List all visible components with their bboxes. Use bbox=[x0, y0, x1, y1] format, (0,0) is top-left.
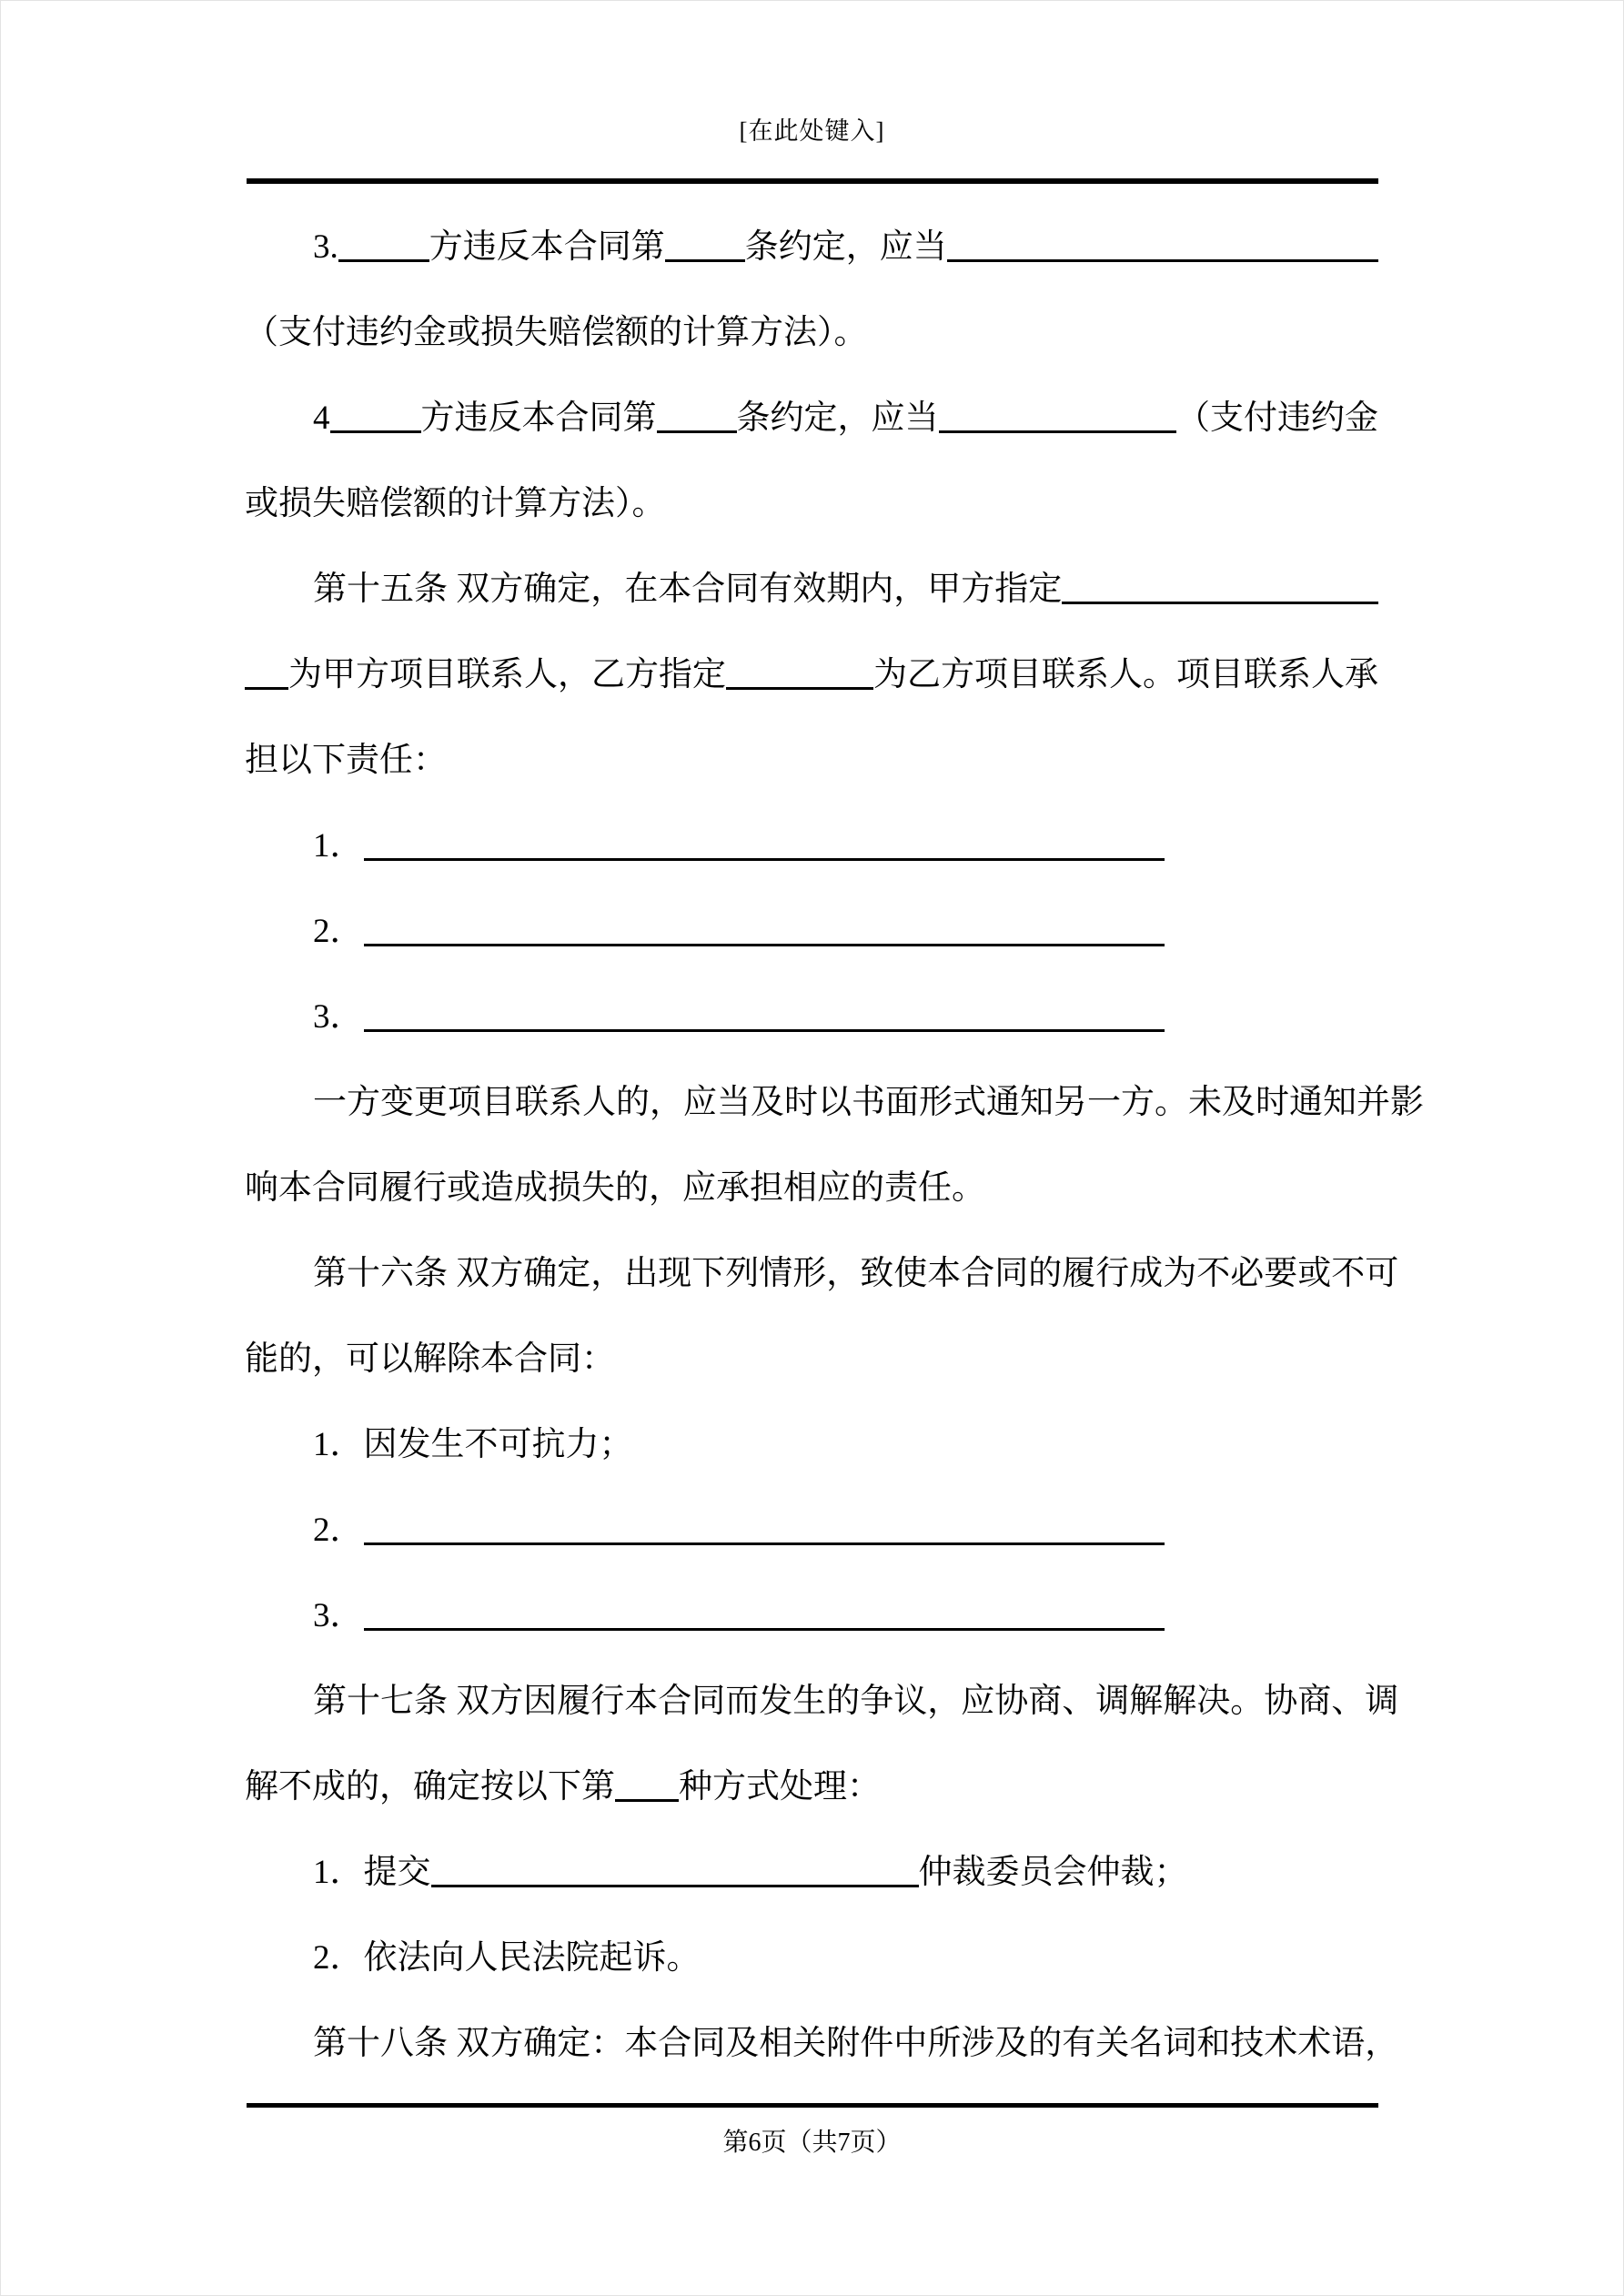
fill-in-blank[interactable] bbox=[364, 1542, 1165, 1545]
indent-spacer bbox=[245, 855, 313, 856]
indent-spacer bbox=[245, 428, 313, 429]
text-run: 4 bbox=[313, 400, 330, 437]
text-run: 条约定，应当 bbox=[736, 400, 939, 437]
text-run: 为甲方项目联系人，乙方指定 bbox=[288, 656, 726, 693]
document-line bbox=[245, 1317, 1378, 1402]
document-line bbox=[245, 889, 1378, 975]
text-run: 1．因发生不可抗力； bbox=[313, 1426, 633, 1463]
document-line bbox=[245, 1060, 1424, 1146]
document-line bbox=[245, 1745, 1378, 1830]
text-run: （支付违约金 bbox=[1176, 400, 1378, 437]
indent-spacer bbox=[245, 941, 313, 942]
document-line bbox=[245, 718, 1378, 804]
text-run: 仲裁委员会仲裁； bbox=[918, 1854, 1188, 1891]
indent-spacer bbox=[245, 1454, 313, 1455]
text-run: 3． bbox=[313, 1597, 364, 1634]
fill-in-blank[interactable] bbox=[364, 1029, 1165, 1032]
fill-in-blank[interactable] bbox=[665, 259, 745, 262]
text-run: 2． bbox=[313, 913, 364, 950]
text-run: 能的，可以解除本合同： bbox=[245, 1340, 615, 1378]
document-line bbox=[245, 290, 1378, 376]
text-run: 解不成的，确定按以下第 bbox=[245, 1768, 615, 1805]
text-run: 种方式处理： bbox=[679, 1768, 881, 1805]
text-run: 第十八条 双方确定：本合同及相关附件中所涉及的有关名词和技术术语， bbox=[313, 2025, 1399, 2062]
fill-in-blank[interactable] bbox=[431, 1885, 919, 1887]
fill-in-blank[interactable] bbox=[939, 430, 1177, 433]
text-run: 方违反本合同第 bbox=[420, 400, 657, 437]
text-run: 3． bbox=[313, 998, 364, 1036]
document-line bbox=[245, 205, 1378, 290]
fill-in-blank[interactable] bbox=[1062, 602, 1378, 604]
fill-in-blank[interactable] bbox=[364, 1628, 1165, 1631]
document-line bbox=[245, 1830, 1378, 1916]
indent-spacer bbox=[245, 1540, 313, 1541]
text-run: 或损失赔偿额的计算方法）。 bbox=[245, 485, 666, 522]
document-line bbox=[245, 632, 1378, 718]
document-line bbox=[245, 1146, 1378, 1231]
document-line bbox=[245, 547, 1378, 632]
document-line bbox=[245, 1659, 1399, 1745]
text-run: 担以下责任： bbox=[245, 742, 447, 779]
text-run: 一方变更项目联系人的，应当及时以书面形式通知另一方。未及时通知并影 bbox=[313, 1084, 1424, 1121]
indent-spacer bbox=[245, 257, 313, 258]
document-line bbox=[245, 2001, 1399, 2087]
document-line bbox=[245, 1488, 1378, 1573]
document-line bbox=[245, 461, 1378, 547]
document-content bbox=[245, 205, 1424, 2087]
text-run: 为乙方项目联系人。项目联系人承 bbox=[873, 656, 1378, 693]
indent-spacer bbox=[245, 1882, 313, 1883]
fill-in-blank[interactable] bbox=[364, 944, 1165, 946]
text-run: 3. bbox=[313, 228, 338, 266]
document-line bbox=[245, 1402, 1378, 1488]
document-line bbox=[245, 1916, 1378, 2001]
header-rule bbox=[247, 178, 1378, 184]
text-run: （支付违约金或损失赔偿额的计算方法）。 bbox=[245, 314, 868, 351]
fill-in-blank[interactable] bbox=[657, 430, 737, 433]
header-placeholder[interactable]: [在此处键入] bbox=[739, 117, 885, 145]
fill-in-blank[interactable] bbox=[947, 259, 1378, 262]
document-line bbox=[245, 804, 1378, 889]
fill-in-blank[interactable] bbox=[615, 1799, 679, 1802]
text-run: 2．依法向人民法院起诉。 bbox=[313, 1939, 701, 1977]
text-run: 条约定，应当 bbox=[744, 228, 947, 266]
footer-rule bbox=[247, 2103, 1378, 2108]
text-run: 响本合同履行或造成损失的，应承担相应的责任。 bbox=[245, 1169, 985, 1207]
document-line bbox=[245, 1573, 1378, 1659]
fill-in-blank[interactable] bbox=[338, 259, 429, 262]
text-run: 2． bbox=[313, 1512, 364, 1549]
fill-in-blank[interactable] bbox=[364, 858, 1165, 861]
text-run: 1．提交 bbox=[313, 1854, 431, 1891]
text-run: 第十五条 双方确定，在本合同有效期内，甲方指定 bbox=[313, 571, 1063, 608]
text-run: 1． bbox=[313, 827, 364, 865]
indent-spacer bbox=[245, 1967, 313, 1968]
page-number-text: 第6页（共7页） bbox=[722, 2129, 902, 2157]
document-line bbox=[245, 975, 1378, 1060]
indent-spacer bbox=[245, 599, 313, 600]
fill-in-blank[interactable] bbox=[330, 430, 421, 433]
text-run: 第十六条 双方确定，出现下列情形，致使本合同的履行成为不必要或不可 bbox=[313, 1255, 1399, 1292]
fill-in-blank[interactable] bbox=[726, 687, 873, 690]
text-run: 第十七条 双方因履行本合同而发生的争议，应协商、调解解决。协商、调 bbox=[313, 1683, 1399, 1720]
fill-in-blank[interactable] bbox=[245, 687, 288, 690]
document-line bbox=[245, 376, 1378, 461]
indent-spacer bbox=[245, 1625, 313, 1626]
document-line bbox=[245, 1231, 1399, 1317]
text-run: 方违反本合同第 bbox=[429, 228, 665, 266]
